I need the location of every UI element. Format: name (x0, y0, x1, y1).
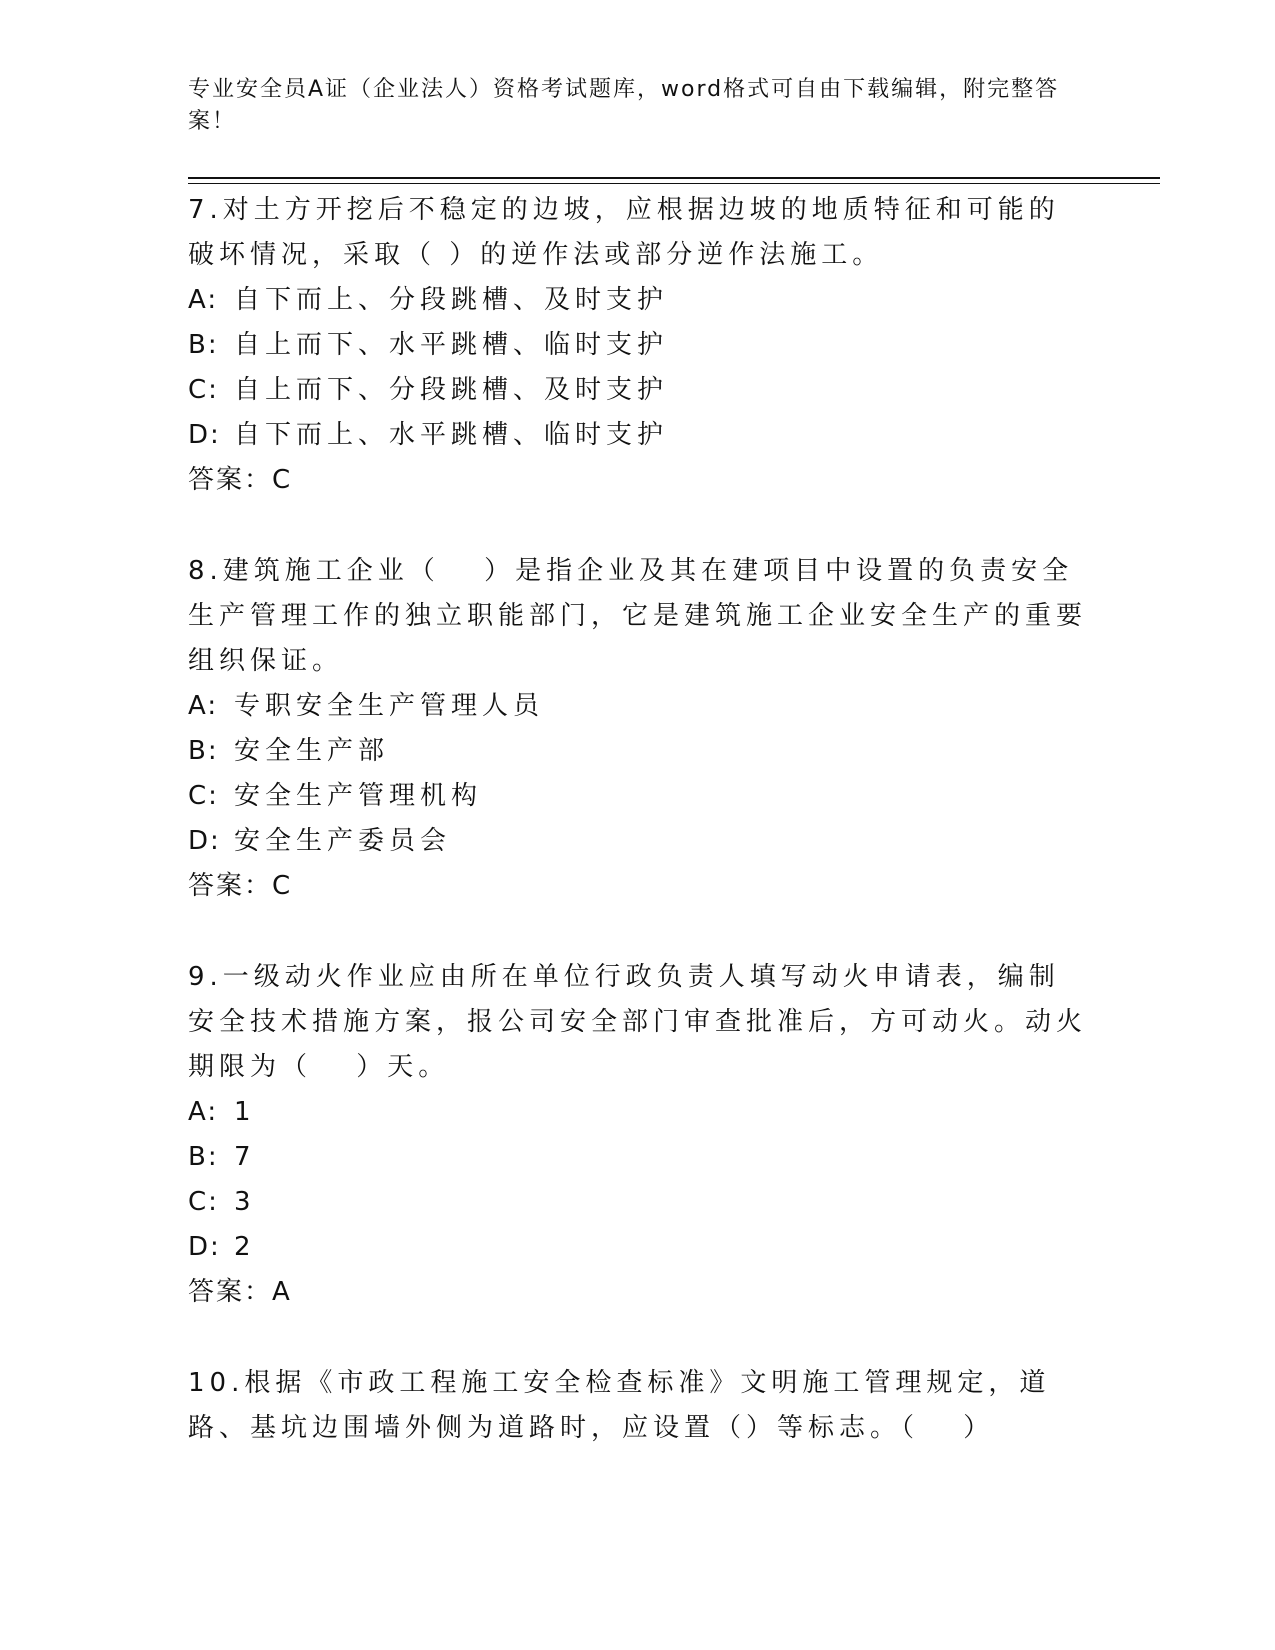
option-key: B: (188, 1142, 219, 1172)
option-key: C: (188, 781, 219, 811)
option-key: C: (188, 375, 219, 405)
question-stem: 7.对土方开挖后不稳定的边坡，应根据边坡的地质特征和可能的破坏情况，采取（ ）的逆作法或部分逆作法施工。 (188, 195, 1060, 270)
option-key: D: (188, 1232, 221, 1262)
option-key: A: (188, 285, 219, 315)
option-key: B: (188, 330, 219, 360)
answer-line: 答案：C (188, 465, 293, 495)
header-rule-thick (188, 177, 1160, 179)
option-text: 自上而下、水平跳槽、临时支护 (234, 330, 669, 360)
answer-line: 答案：C (188, 871, 293, 901)
option-c (188, 774, 1088, 819)
option-a (188, 1090, 1088, 1135)
option-text: 安全生产管理机构 (234, 781, 483, 811)
option-text: 3 (234, 1187, 256, 1217)
option-d (188, 1225, 1088, 1270)
option-text: 自下而上、水平跳槽、临时支护 (234, 420, 669, 450)
answer-line: 答案：A (188, 1277, 292, 1307)
option-d (188, 819, 1088, 864)
document-header: 专业安全员A证（企业法人）资格考试题库，word格式可自由下载编辑，附完整答案！ (188, 77, 1060, 134)
option-a (188, 684, 1088, 729)
question-9 (188, 955, 1088, 1315)
option-b (188, 1135, 1088, 1180)
option-d (188, 413, 1088, 458)
option-key: D: (188, 826, 221, 856)
option-text: 专职安全生产管理人员 (234, 691, 545, 721)
option-text: 安全生产委员会 (234, 826, 452, 856)
question-7 (188, 188, 1088, 503)
option-text: 7 (234, 1142, 256, 1172)
header-rule-thin (188, 183, 1160, 184)
option-key: C: (188, 1187, 219, 1217)
option-text: 自上而下、分段跳槽、及时支护 (234, 375, 669, 405)
question-8 (188, 549, 1088, 909)
option-text: 安全生产部 (234, 736, 390, 766)
option-c (188, 368, 1088, 413)
question-list (188, 188, 1088, 1497)
option-text: 自下而上、分段跳槽、及时支护 (234, 285, 669, 315)
option-b (188, 729, 1088, 774)
option-b (188, 323, 1088, 368)
option-text: 1 (234, 1097, 256, 1127)
question-stem: 10.根据《市政工程施工安全检查标准》文明施工管理规定，道路、基坑边围墙外侧为道路时，应设置（）等标志。（ ） (188, 1368, 1051, 1443)
option-text: 2 (234, 1232, 256, 1262)
option-key: A: (188, 691, 219, 721)
option-c (188, 1180, 1088, 1225)
option-key: B: (188, 736, 219, 766)
option-key: D: (188, 420, 221, 450)
option-a (188, 278, 1088, 323)
question-stem: 9.一级动火作业应由所在单位行政负责人填写动火申请表，编制安全技术措施方案，报公司安全部门审查批准后，方可动火。动火期限为（ ）天。 (188, 962, 1088, 1082)
option-key: A: (188, 1097, 219, 1127)
question-10 (188, 1361, 1088, 1451)
question-stem: 8.建筑施工企业（ ）是指企业及其在建项目中设置的负责安全生产管理工作的独立职能部门，它是建筑施工企业安全生产的重要组织保证。 (188, 556, 1088, 676)
